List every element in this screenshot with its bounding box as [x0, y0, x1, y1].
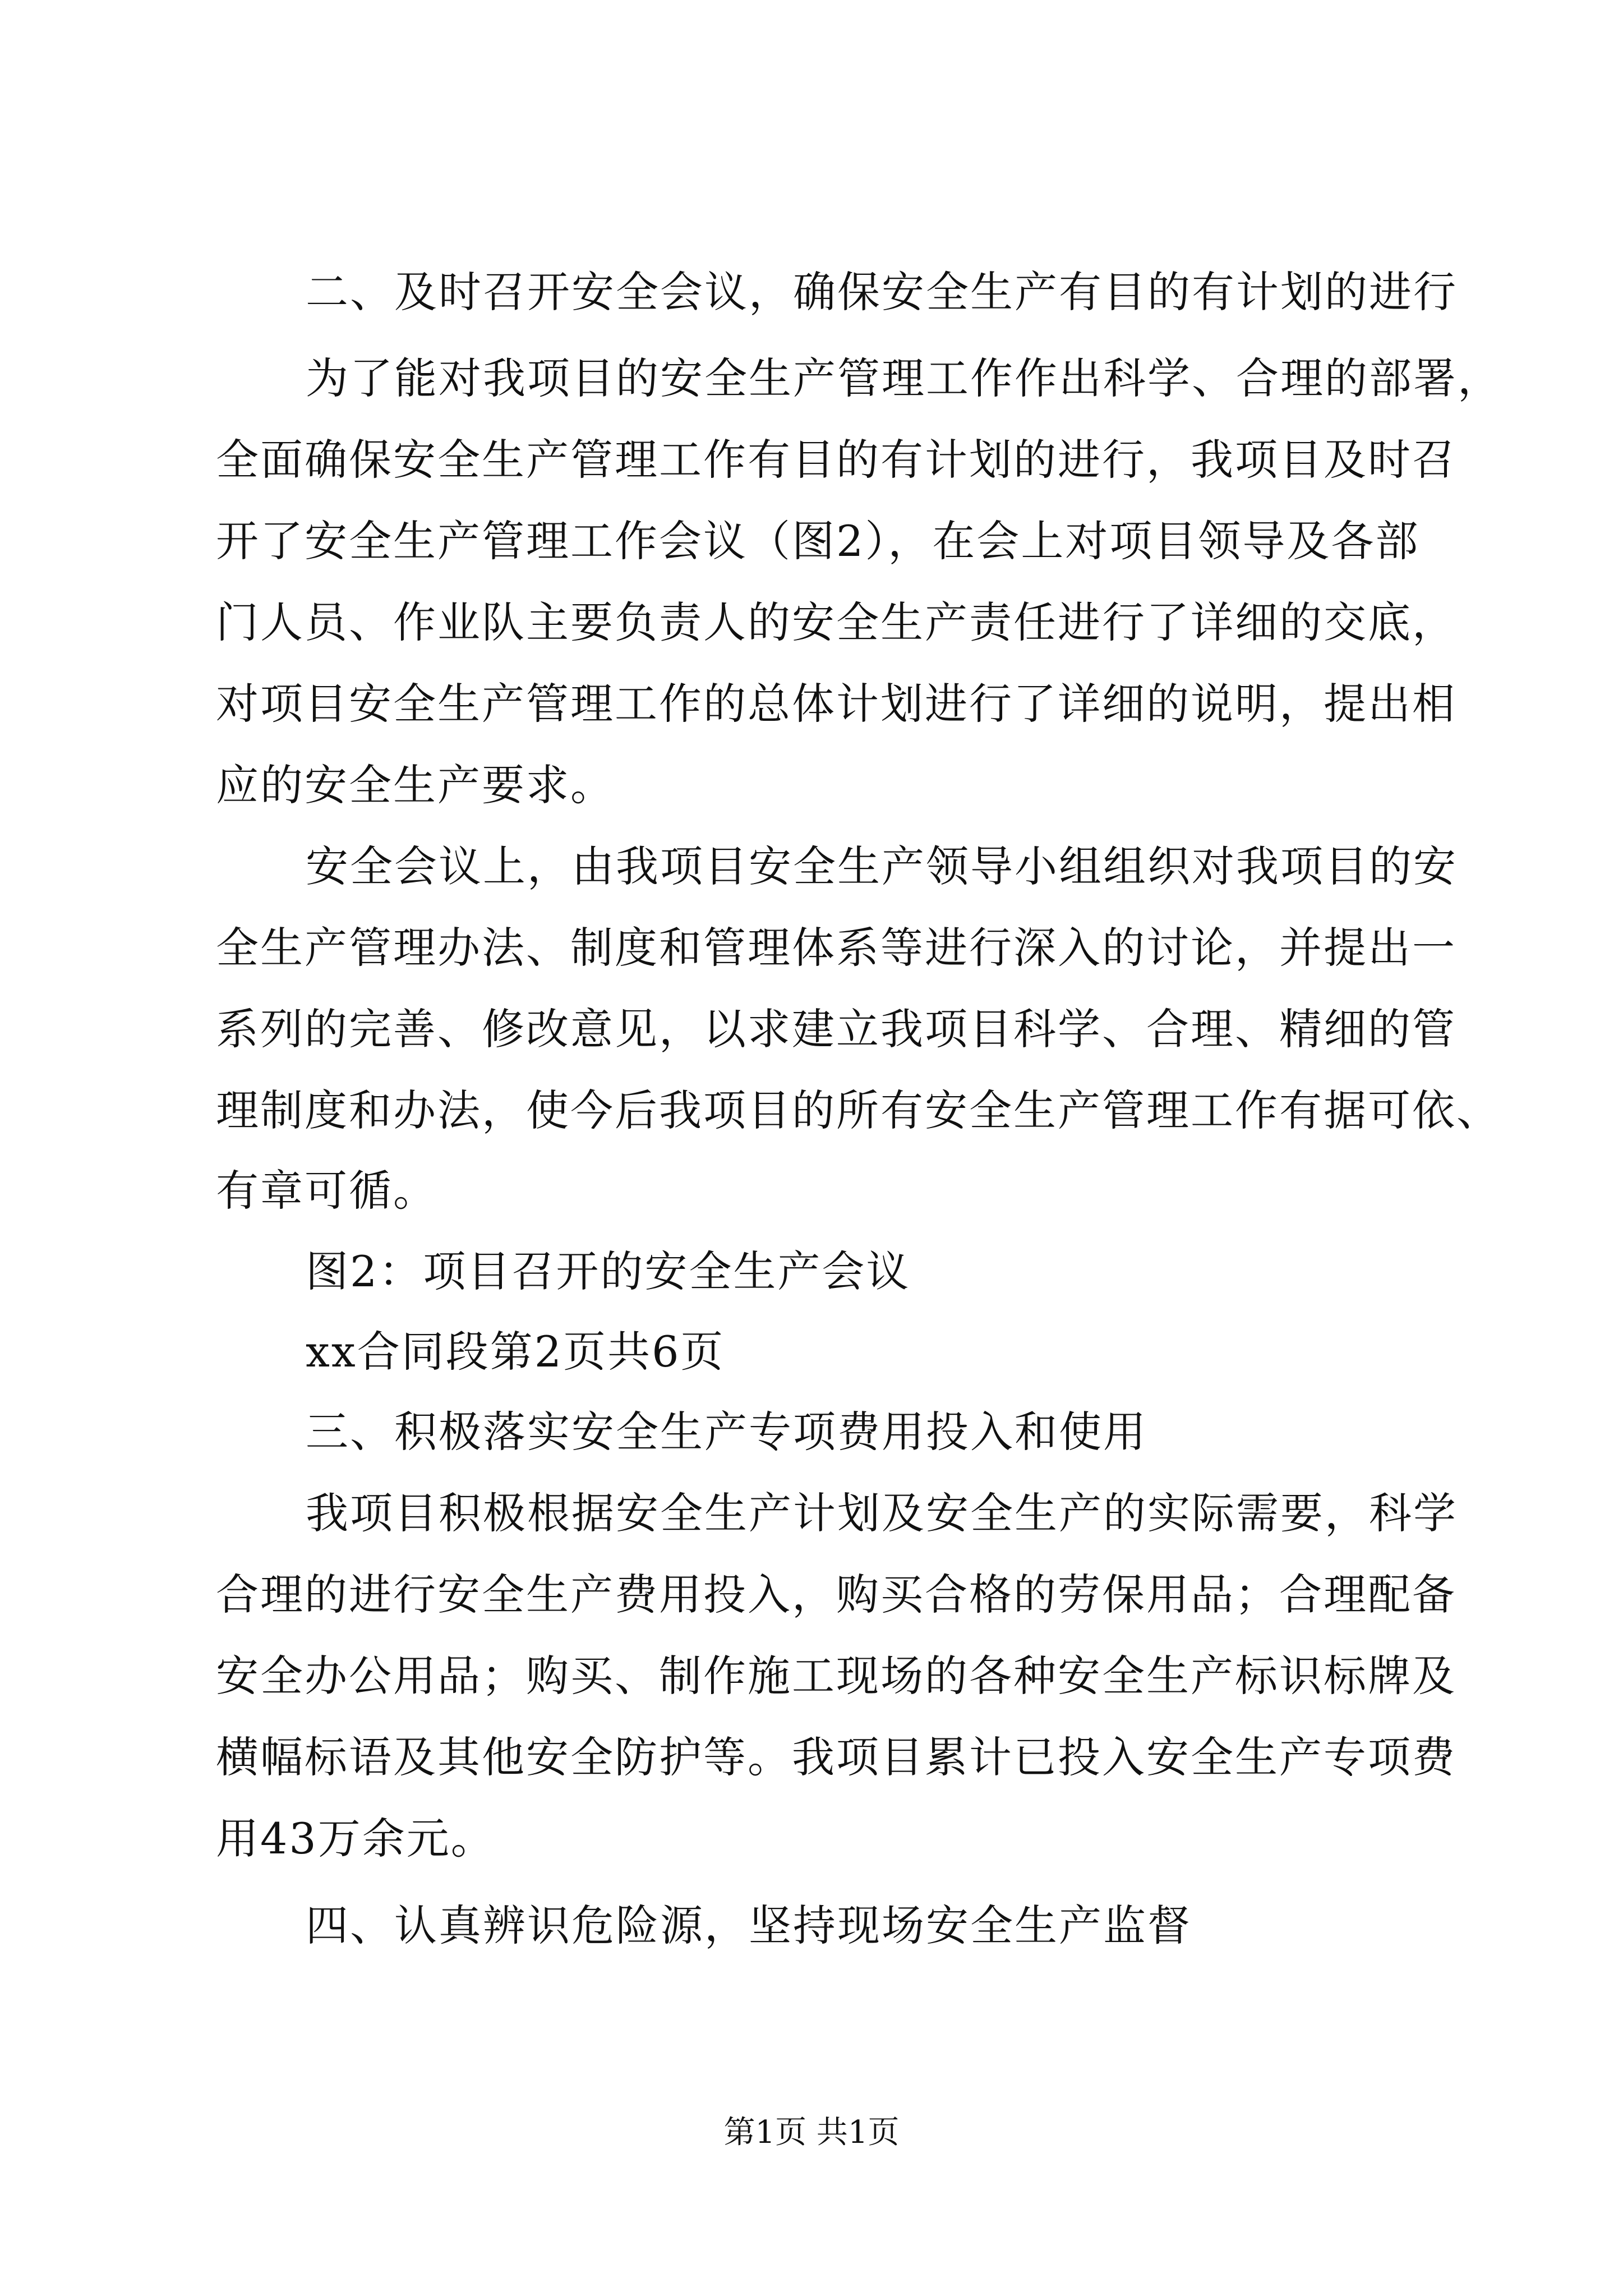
contract-section-page-note: xx合同段第2页共6页 — [306, 1327, 725, 1377]
page-footer: 第1页 共1页 — [723, 2114, 900, 2151]
paragraph-line: 理制度和办法，使今后我项目的所有安全生产管理工作有据可依、 — [216, 1085, 1501, 1135]
section-heading-4: 四、认真辨识危险源，坚持现场安全生产监督 — [306, 1901, 1192, 1950]
paragraph-line: 安全办公用品；购买、制作施工现场的各种安全生产标识标牌及 — [216, 1651, 1456, 1701]
paragraph-line: 合理的进行安全生产费用投入，购买合格的劳保用品；合理配备 — [216, 1570, 1456, 1619]
paragraph-line: 安全会议上，由我项目安全生产领导小组组织对我项目的安 — [306, 841, 1458, 891]
paragraph-line: 用43万余元。 — [216, 1814, 495, 1864]
section-heading-3: 三、积极落实安全生产专项费用投入和使用 — [306, 1407, 1147, 1457]
paragraph-line: 我项目积极根据安全生产计划及安全生产的实际需要，科学 — [306, 1488, 1458, 1538]
paragraph-line: 有章可循。 — [216, 1166, 437, 1216]
paragraph-line: 横幅标语及其他安全防护等。我项目累计已投入安全生产专项费 — [216, 1732, 1456, 1782]
paragraph-line: 为了能对我项目的安全生产管理工作作出科学、合理的部署， — [306, 353, 1502, 403]
paragraph-line: 全生产管理办法、制度和管理体系等进行深入的讨论，并提出一 — [216, 923, 1456, 973]
section-heading-2: 二、及时召开安全会议，确保安全生产有目的有计划的进行 — [306, 267, 1458, 317]
paragraph-line: 系列的完善、修改意见，以求建立我项目科学、合理、精细的管 — [216, 1004, 1456, 1054]
paragraph-line: 门人员、作业队主要负责人的安全生产责任进行了详细的交底， — [216, 597, 1456, 647]
paragraph-line: 全面确保安全生产管理工作有目的有计划的进行，我项目及时召 — [216, 435, 1456, 485]
paragraph-line: 开了安全生产管理工作会议（图2），在会上对项目领导及各部 — [216, 516, 1420, 566]
paragraph-line: 应的安全生产要求。 — [216, 760, 615, 810]
figure-caption: 图2：项目召开的安全生产会议 — [306, 1246, 911, 1296]
paragraph-line: 对项目安全生产管理工作的总体计划进行了详细的说明，提出相 — [216, 679, 1456, 729]
